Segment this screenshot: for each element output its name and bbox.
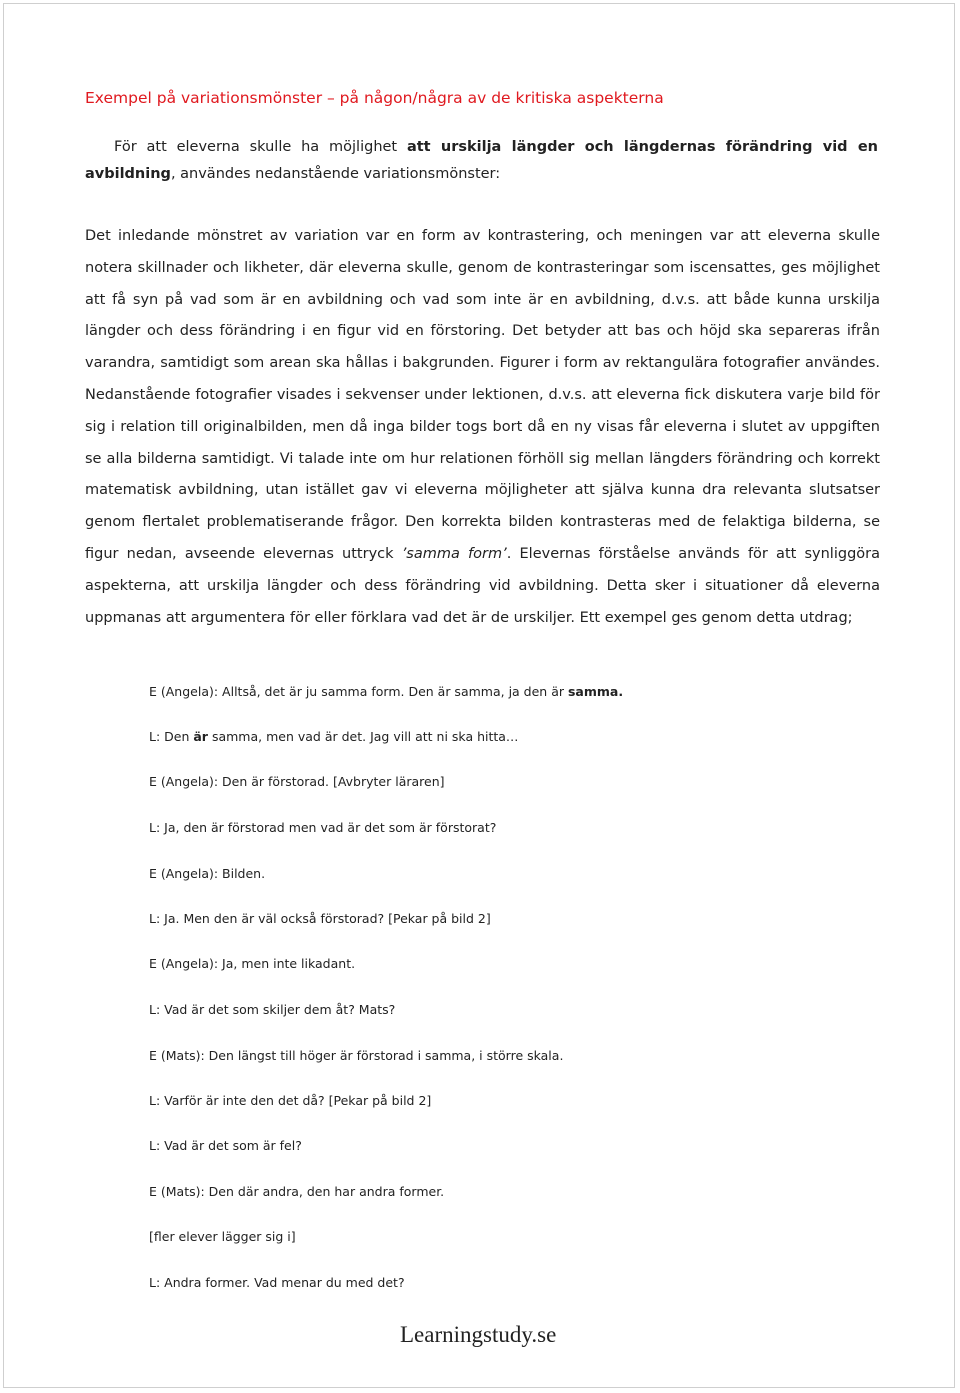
intro-text-2: , användes nedanstående variationsmönster:	[170, 166, 501, 182]
dialog-line-4: L: Ja, den är förstorad men vad är det som är förstorat?	[149, 820, 497, 835]
dialog-line-11: L: Vad är det som är fel?	[149, 1138, 302, 1153]
dialog-line-10: L: Varför är inte den det då? [Pekar på bild 2]	[149, 1093, 432, 1108]
document-page	[3, 3, 955, 1388]
dialog-line-1-text: E (Angela): Alltså, det är ju samma form. Den är samma, ja den är	[149, 684, 568, 699]
dialog-line-1	[149, 684, 623, 699]
dialog-line-12: E (Mats): Den där andra, den har andra former.	[149, 1184, 445, 1199]
dialog-line-2	[149, 729, 518, 744]
body-text-1: Det inledande mönstret av variation var en form av kontrastering, och meningen var att eleverna skulle notera skillnader och likheter, där eleverna skulle, genom de kontrasteringar som iscensattes, ges möjlighet att få syn på vad som är en avbildning och vad som inte är en avbildning, d.v.s. att både kunna urskilja längder och dess förändring i en figur vid en förstoring. Det betyder att bas och höjd ska separeras ifrån varandra, samtidigt som arean ska hållas i bakgrunden. Figurer i form av rektangulära fotografier användes. Nedanstående fotografier visades i sekvenser under lektionen, d.v.s. att eleverna fick diskutera varje bild för sig i relation till originalbilden, men då inga bilder togs bort då en ny visas får eleverna i slutet av uppgiften se alla bilderna samtidigt. Vi talade inte om hur relationen förhöll sig mellan längders förändring och korrekt matematisk avbildning, utan istället gav vi eleverna möjligheter att själva kunna dra relevanta slutsatser genom flertalet problematiserande frågor. Den korrekta bilden kontrasteras med de felaktiga bilderna, se figur nedan, avseende elevernas uttryck	[85, 228, 880, 562]
body-italic-text: ’samma form’	[401, 545, 507, 562]
dialog-line-2-text-end: samma, men vad är det. Jag vill att ni ska hitta…	[207, 729, 519, 744]
body-text-2: . Elevernas förståelse används för att synliggöra aspekterna, att urskilja längder och dess förändring vid avbildning. Detta sker i situationer då eleverna uppmanas att argumentera för eller förklara vad det är de urskiljer. Ett exempel ges genom detta utdrag;	[85, 545, 880, 626]
dialog-line-14: L: Andra former. Vad menar du med det?	[149, 1275, 405, 1290]
body-paragraph	[85, 221, 880, 634]
dialog-line-1-bold: samma.	[567, 684, 624, 699]
intro-paragraph	[85, 134, 878, 188]
dialog-line-5: E (Angela): Bilden.	[149, 866, 266, 881]
dialog-line-13: [fler elever lägger sig i]	[149, 1229, 296, 1244]
dialog-line-7: E (Angela): Ja, men inte likadant.	[149, 956, 356, 971]
intro-text-1: För att eleverna skulle ha möjlighet	[114, 139, 407, 155]
dialog-line-8: L: Vad är det som skiljer dem åt? Mats?	[149, 1002, 396, 1017]
section-heading: Exempel på variationsmönster – på någon/några av de kritiska aspekterna	[85, 89, 664, 107]
dialog-line-2-bold: är	[193, 729, 208, 744]
dialog-line-3: E (Angela): Den är förstorad. [Avbryter läraren]	[149, 774, 445, 789]
dialog-line-6: L: Ja. Men den är väl också förstorad? [Pekar på bild 2]	[149, 911, 491, 926]
intro-bold-text: att urskilja längder och längdernas förändring vid en avbildning	[85, 139, 878, 182]
footer-site-name: Learningstudy.se	[400, 1322, 557, 1347]
dialog-line-2-text: L: Den	[149, 729, 194, 744]
dialog-line-9: E (Mats): Den längst till höger är förstorad i samma, i större skala.	[149, 1048, 564, 1063]
